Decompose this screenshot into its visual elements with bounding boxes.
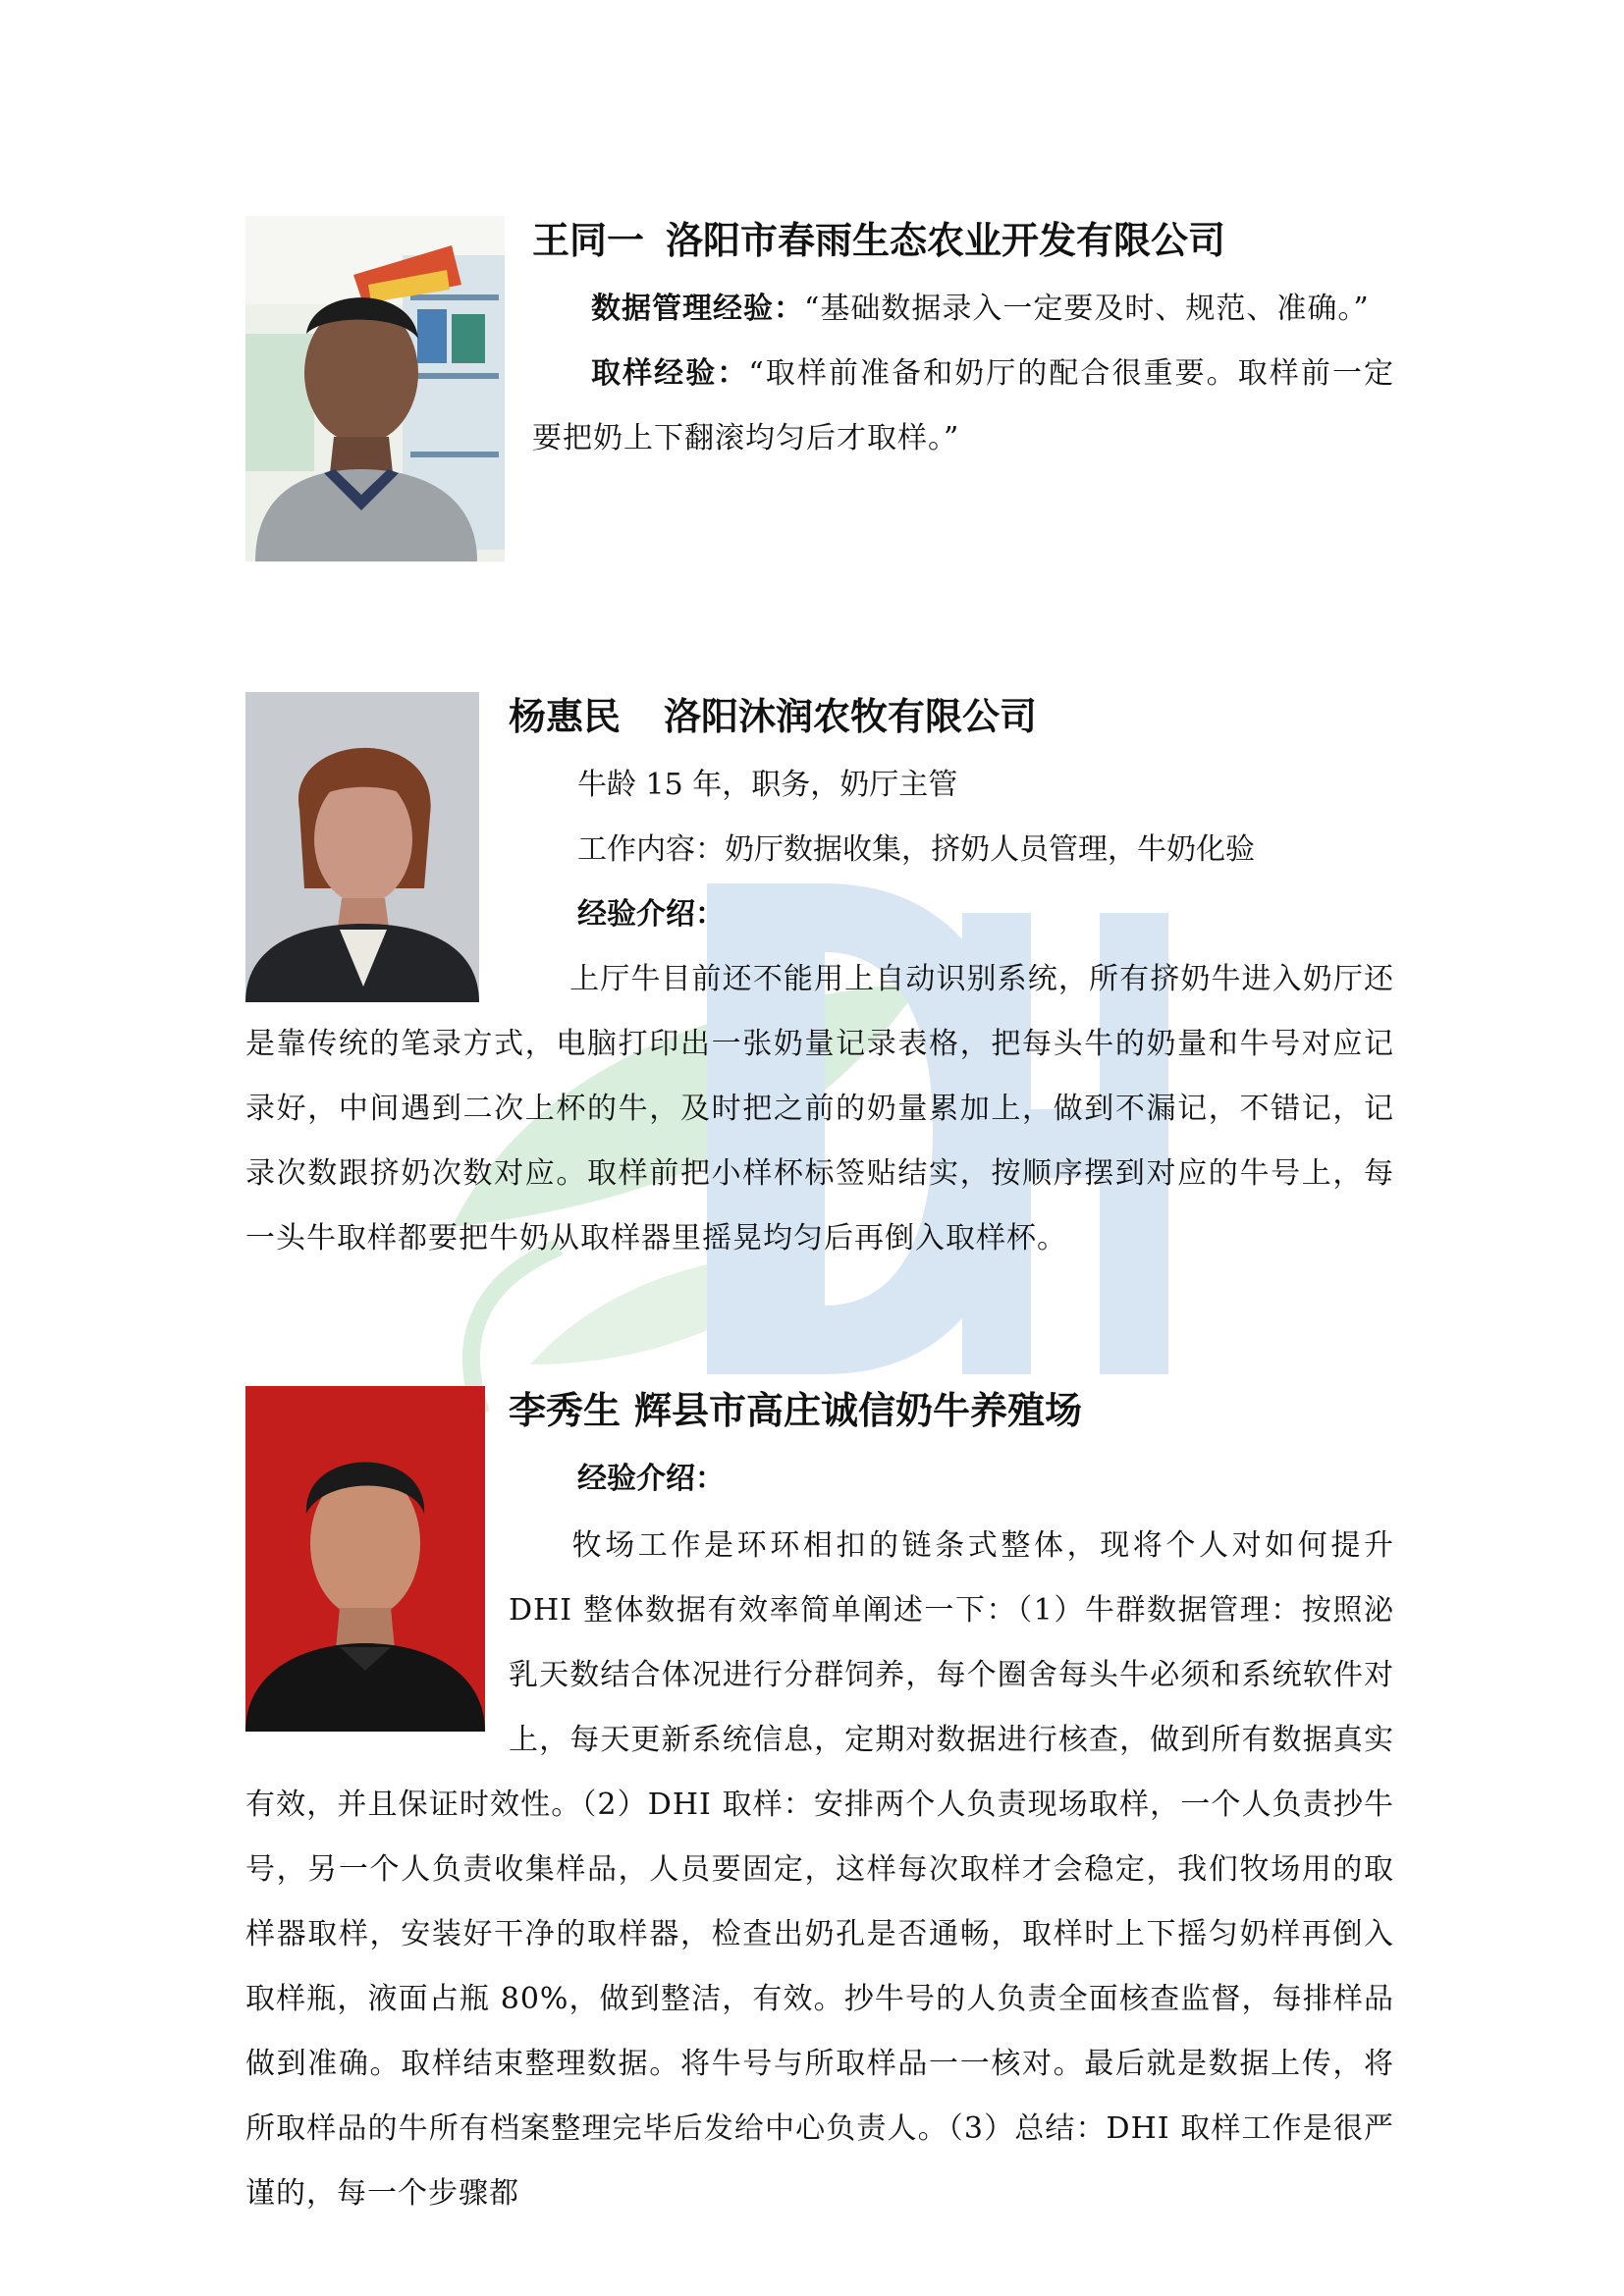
profile-section-3 [245, 1386, 1394, 2211]
sampling-paragraph [532, 342, 1394, 471]
person-photo-warehouse-icon [245, 216, 505, 561]
profile-title [509, 1386, 1082, 1435]
person-name: 杨惠民 [509, 695, 622, 738]
work-content-line: 工作内容：奶厅数据收集，挤奶人员管理，牛奶化验 [577, 832, 1255, 867]
work-years-line: 牛龄 15 年，职务，奶厅主管 [577, 768, 958, 802]
profile-section-1 [245, 216, 1394, 569]
data-management-paragraph [532, 277, 1394, 342]
experience-text-block [245, 1514, 1394, 2226]
profile-title [509, 692, 1037, 741]
sampling-label: 取样经验： [591, 356, 749, 391]
data-management-label: 数据管理经验： [591, 292, 804, 326]
profile-details [577, 753, 1394, 947]
profile-title [532, 216, 1225, 265]
sampling-text: “取样前准备和奶厅的配合很重要。取样前一定要把奶上下翻滚均匀后才取样。” [532, 356, 1395, 455]
experience-text [245, 947, 1394, 1271]
person-name: 王同一 [532, 219, 645, 262]
person-name: 李秀生 [509, 1389, 622, 1432]
experience-label: 经验介绍： [577, 897, 725, 932]
experience-text-content: 上厅牛目前还不能用上自动识别系统，所有挤奶牛进入奶厅还是靠传统的笔录方式，电脑打印出一张奶量记录表格，把每头牛的奶量和牛号对应记录好，中间遇到二次上杯的牛，及时把之前的奶量累加上，做到不漏记，不错记，记录次数跟挤奶次数对应。取样前把小样杯标签贴结实，按顺序摆到对应的牛号上，每一头牛取样都要把牛奶从取样器里摇晃均匀后再倒入取样杯。 [245, 962, 1394, 1255]
company-name: 洛阳市春雨生态农业开发有限公司 [666, 219, 1226, 262]
photo-float-spacer [245, 1514, 509, 1773]
experience-text-content: 牧场工作是环环相扣的链条式整体，现将个人对如何提升 DHI 整体数据有效率简单阐述一下：（1）牛群数据管理：按照泌乳天数结合体况进行分群饲养，每个圈舍每头牛必须和系统软件对上，每天更新系统信息，定期对数据进行核查，做到所有数据真实有效，并且保证时效性。（2）DHI 取样：安排两个人负责现场取样，一个人负责抄牛号，另一个人负责收集样品，人员要固定，这样每次取样才会稳定，我们牧场用的取样器取样，安装好干净的取样器，检查出奶孔是否通畅，取样时上下摇匀奶样再倒入取样瓶，液面占瓶 80%，做到整洁，有效。抄牛号的人负责全面核查监督，每排样品做到准确。取样结束整理数据。将牛号与所取样品一一核对。最后就是数据上传，将所取样品的牛所有档案整理完毕后发给中心负责人。（3）总结：DHI 取样工作是很严谨的，每一个步骤都 [245, 1528, 1394, 2211]
profile-details [577, 1447, 1394, 1512]
company-name: 辉县市高庄诚信奶牛养殖场 [634, 1389, 1083, 1432]
data-management-text: “基础数据录入一定要及时、规范、准确。” [804, 292, 1370, 326]
experience-text-block [245, 947, 1394, 1271]
profile-body [532, 277, 1394, 471]
profile-section-2 [245, 692, 1394, 1281]
experience-label: 经验介绍： [577, 1462, 725, 1496]
company-name: 洛阳沐润农牧有限公司 [664, 695, 1038, 738]
